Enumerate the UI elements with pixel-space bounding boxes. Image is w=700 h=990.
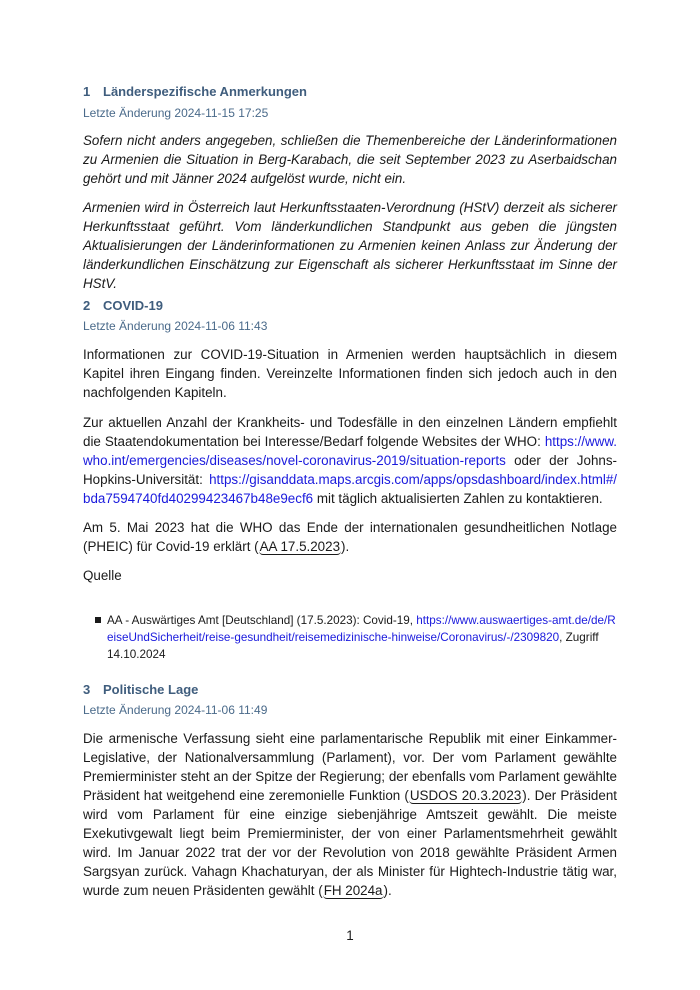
section-title: Länderspezifische Anmerkungen bbox=[103, 84, 307, 99]
source-label: Quelle bbox=[83, 568, 122, 583]
citation-link[interactable]: FH 2024a bbox=[323, 883, 383, 898]
paragraph bbox=[83, 729, 617, 900]
section-title: Politische Lage bbox=[103, 682, 199, 697]
section-heading-1 bbox=[83, 84, 307, 99]
section-number: 2 bbox=[83, 298, 91, 313]
bullet-icon bbox=[95, 617, 101, 623]
section-heading-3 bbox=[83, 682, 198, 697]
source-list-item bbox=[95, 612, 617, 663]
last-changed: Letzte Änderung 2024-11-15 17:25 bbox=[83, 106, 269, 120]
text: oder der Johns-Hopkins-Universität: bbox=[83, 453, 617, 487]
text: ). bbox=[341, 539, 350, 554]
paragraph: Informationen zur COVID-19-Situation in Armenien werden hauptsächlich in diesem Kapitel ihren Eingang finden. Vereinzelte Informationen finden sich jedoch auch in den nachfolgenden Kapiteln. bbox=[83, 347, 617, 400]
section-heading-2 bbox=[83, 298, 163, 313]
citation-link[interactable]: AA 17.5.2023 bbox=[259, 539, 341, 554]
source-link[interactable]: https://www.auswaertiges-amt.de/de/ReiseUndSicherheit/reise-gesundheit/reisemedizinische-hinweise/Coronavirus/-/2309820 bbox=[107, 614, 616, 644]
paragraph bbox=[83, 518, 617, 556]
text: Die armenische Verfassung sieht eine parlamentarische Republik mit einer Einkammer-Legislative, der Nationalversammlung (Parlament), vor. Der vom Parlament gewählte Premierminister steht an der Spitze der Regierung; der ebenfalls vom Parlament gewählte Präsident hat weitgehend eine zeremonielle Funktion ( bbox=[83, 731, 617, 803]
text: ). bbox=[383, 883, 392, 898]
paragraph bbox=[83, 413, 617, 508]
page-number: 1 bbox=[346, 928, 354, 943]
last-changed: Letzte Änderung 2024-11-06 11:49 bbox=[83, 703, 268, 717]
section-title: COVID-19 bbox=[103, 298, 163, 313]
last-changed: Letzte Änderung 2024-11-06 11:43 bbox=[83, 319, 268, 333]
section-number: 1 bbox=[83, 84, 91, 99]
text: Zur aktuellen Anzahl der Krankheits- und Todesfälle in den einzelnen Ländern empfiehlt die Staatendokumentation bei Interesse/Bedarf folgende Websites der WHO: bbox=[83, 415, 617, 449]
text: Am 5. Mai 2023 hat die WHO das Ende der internationalen gesundheitlichen Notlage (PHEIC) für Covid-19 erklärt ( bbox=[83, 520, 617, 554]
section-number: 3 bbox=[83, 682, 91, 697]
text: mit täglich aktualisierten Zahlen zu kontaktieren. bbox=[316, 491, 603, 506]
jhu-link[interactable]: https://gisanddata.maps.arcgis.com/apps/opsdashboard/index.html#/bda7594740fd40299423467b48e9ecf6 bbox=[83, 472, 617, 506]
source-text: AA - Auswärtiges Amt [Deutschland] (17.5.2023): Covid-19, https://www.auswaertiges-amt.de/de/ReiseUndSicherheit/reise-gesundheit/reisemedizinische-hinweise/Coronavirus/-/2309820, Zugriff 14.10.2024 bbox=[107, 614, 616, 661]
paragraph: Sofern nicht anders angegeben, schließen die Themenbereiche der Länderinformationen zu Armenien die Situation in Berg-Karabach, die seit September 2023 zu Aserbaidschan gehört und mit Jänner 2024 aufgelöst wurde, nicht ein. bbox=[83, 133, 617, 186]
who-link[interactable]: https://www.who.int/emergencies/diseases/novel-coronavirus-2019/situation-reports bbox=[83, 434, 617, 468]
text: ). Der Präsident wird vom Parlament für eine einzige siebenjährige Amtszeit gewählt. Die meiste Exekutivgewalt liegt beim Premierminister, der von einer Parlamentsmehrheit gewählt wird. Im Januar 2022 trat der vor der Revolution von 2018 gewählte Präsident Armen Sargsyan zurück. Vahagn Khachaturyan, der als Minister für Hightech-Industrie tätig war, wurde zum neuen Präsidenten gewählt ( bbox=[83, 788, 617, 898]
paragraph: Armenien wird in Österreich laut Herkunftsstaaten-Verordnung (HStV) derzeit als sicherer Herkunftsstaat geführt. Vom länderkundlichen Standpunkt aus geben die jüngsten Aktualisierungen der Länderinformationen zu Armenien keinen Anlass zur Änderung der länderkundlichen Einschätzung zur Eigenschaft als sicherer Herkunftsstaat im Sinne der HStV. bbox=[83, 200, 617, 291]
citation-link[interactable]: USDOS 20.3.2023 bbox=[409, 788, 522, 803]
